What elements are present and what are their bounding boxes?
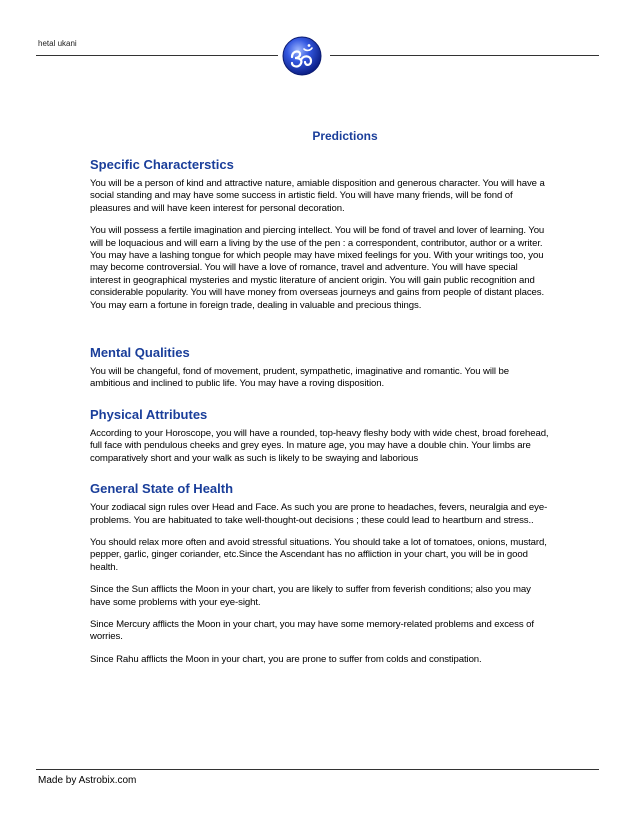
page-title (0, 127, 638, 145)
section-heading: Physical Attributes (90, 406, 208, 422)
paragraph: You will be changeful, fond of movement, prudent, sympathetic, imaginative and romantic. You will be ambitious and inclined to public life. You may have a roving disposition. (90, 366, 509, 390)
paragraph: Since Rahu afflicts the Moon in your chart, you are prone to suffer from colds and constipation. (90, 653, 482, 665)
footer-rule (36, 769, 599, 770)
paragraph: According to your Horoscope, you will have a rounded, top-heavy fleshy body with wide chest, broad forehead, full face with pendulous cheeks and grey eyes. In mature age, you may have a double chin. Your limbs are comparatively short and your walk as such is likely to be swaying and laborious (90, 427, 549, 464)
footer-text: Made by Astrobix.com (38, 775, 137, 786)
paragraph: Since the Sun afflicts the Moon in your chart, you are likely to suffer from feverish conditions; also you may have some problems with your eye-sight. (90, 584, 531, 608)
header-author: hetal ukani (38, 39, 77, 48)
paragraph: You will possess a fertile imagination and piercing intellect. You will be fond of travel and lover of learning. You will be loquacious and will earn a living by the use of the pen : a correspondent, contributor, author or a writer. You may have a lashing tongue for which people may have mixed feelings for you. With your writings too, you may become controversial. You will have a love of romance, travel and adventure. You will have special interest in geographical mysteries and mystic literature of ancient origin. You will gain public recognition and considerable popularity. You will have money from overseas journeys and gains from people of distant places. You may earn a fortune in foreign trade, dealing in valuable and precious things. (90, 225, 545, 311)
om-symbol-icon (281, 35, 323, 77)
document-body (90, 156, 550, 676)
section-mental-qualities (90, 344, 550, 391)
section-heading: General State of Health (90, 481, 234, 497)
paragraph: Your zodiacal sign rules over Head and Face. As such you are prone to headaches, fevers, neuralgia and eye-problems. You are habituated to take well-thought-out decisions ; these could lead to heartburn and stress.. (90, 502, 548, 526)
header-rule-left (36, 55, 278, 56)
paragraph: Since Mercury afflicts the Moon in your chart, you may have some memory-related problems and excess of worries. (90, 618, 534, 643)
section-heading: Mental Qualities (90, 345, 190, 361)
paragraph: You will be a person of kind and attractive nature, amiable disposition and generous character. You will have a social standing and may have some success in artistic field. You will have many friends, will be fond of pleasures and will have keen interest for personal decoration. (90, 178, 545, 214)
section-heading: Specific Characterstics (90, 157, 234, 172)
section-specific-characteristics (90, 156, 550, 312)
section-general-health (90, 480, 550, 666)
section-physical-attributes (90, 406, 550, 465)
page-title-text: Predictions (312, 129, 378, 143)
paragraph: You should relax more often and avoid stressful situations. You should take a lot of tomatoes, onions, mustard, pepper, garlic, ginger coriander, etc.Since the Ascendant has no affliction in your chart, you will be in good health. (90, 536, 547, 573)
header-rule-right (330, 55, 599, 56)
